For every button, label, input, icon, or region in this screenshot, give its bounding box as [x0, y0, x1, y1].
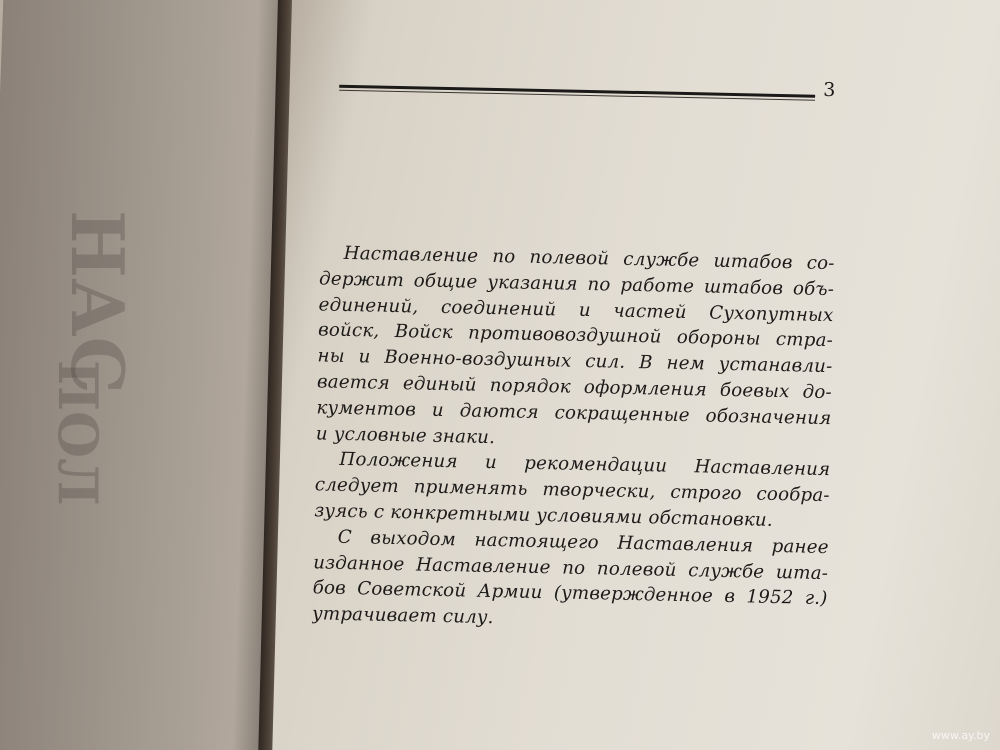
header-rule: [339, 85, 815, 98]
text-line: следует применять творчески, строго сообра-: [314, 474, 830, 507]
text-line: С выходом настоящего Наставления ранее: [337, 526, 829, 558]
text-line: Наставление по полевой службе штабов со-: [343, 242, 835, 275]
text-line: войск, Войск противовоздушной обороны стра-: [317, 319, 834, 352]
watermark: www.ay.by: [931, 729, 990, 742]
left-page-ghost-title: НАС: [55, 210, 140, 394]
text-line: единений, соединений и частей Сухопутных: [318, 293, 834, 326]
text-line: Положения и рекомендации Наставления: [339, 449, 831, 481]
left-page-ghost-subtitle: ПОЛ: [46, 360, 110, 506]
text-line: и условные знаки.: [315, 422, 496, 448]
text-line: кументов и даются сокращенные обозначения: [316, 397, 832, 429]
text-line: ны и Военно-воздушных сил. В нем устанавли-: [317, 345, 833, 378]
text-line: держит общие указания по работе штабов объ-: [318, 268, 835, 300]
text-line: зуясь с конкретными условиями обстановки.: [314, 500, 774, 531]
body-text: [312, 240, 835, 638]
text-line: изданное Наставление по полевой службе шта-: [313, 551, 829, 584]
page-content: [289, 0, 905, 750]
text-line: утрачивает силу.: [311, 603, 494, 629]
page-number: 3: [823, 78, 836, 102]
text-line: бов Советской Армии (утвержденное в 1952 г.): [312, 577, 828, 610]
text-line: вается единый порядок оформления боевых до-: [316, 371, 833, 404]
